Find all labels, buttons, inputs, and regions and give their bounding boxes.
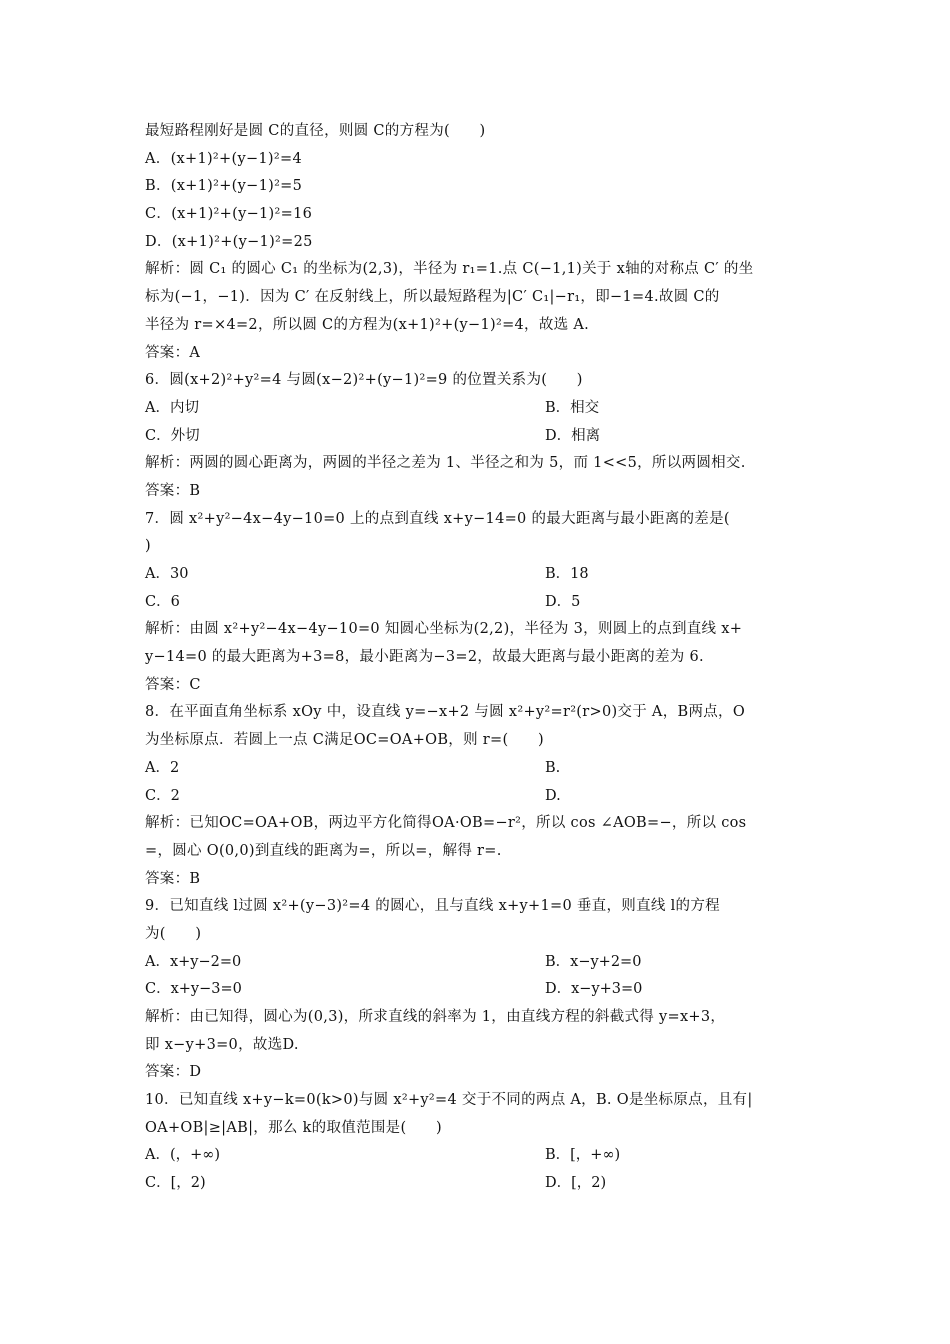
option-left: A．2 [145, 759, 180, 776]
option-row [145, 1170, 810, 1198]
text-line: A．(x+1)²+(y−1)²=4 [145, 150, 302, 167]
option-right: B. [545, 759, 561, 776]
option-row [145, 976, 810, 1004]
text-line: 6．圆(x+2)²+y²=4 与圆(x−2)²+(y−1)²=9 的位置关系为( ) [145, 372, 583, 389]
text-line: 解析：由圆 x²+y²−4x−4y−10=0 知圆心坐标为(2,2)，半径为 3，则圆上的点到直线 x+ [145, 621, 743, 638]
text-line: y−14=0 的最大距离为+3=8，最小距离为−3=2，故最大距离与最小距离的差为 6. [145, 649, 704, 666]
option-left: C．[，2) [145, 1175, 206, 1192]
text-line: 解析：圆 C₁ 的圆心 C₁ 的坐标为(2,3)，半径为 r₁=1.点 C(−1,1)关于 x轴的对称点 C′ 的坐 [145, 261, 754, 278]
text-line: 10．已知直线 x+y−k=0(k>0)与圆 x²+y²=4 交于不同的两点 A，B. O是坐标原点，且有| [145, 1092, 753, 1109]
option-left: A．内切 [145, 399, 199, 416]
text-line: 8．在平面直角坐标系 xOy 中，设直线 y=−x+2 与圆 x²+y²=r²(r>0)交于 A，B两点，O [145, 704, 746, 721]
text-line: 9．已知直线 l过圆 x²+(y−3)²=4 的圆心，且与直线 x+y+1=0 垂直，则直线 l的方程 [145, 898, 720, 915]
option-left: C．x+y−3=0 [145, 981, 242, 998]
option-left: A．x+y−2=0 [145, 953, 242, 970]
text-line: 解析：已知OC=OA+OB，两边平方化简得OA·OB=−r²，所以 cos ∠AOB=−，所以 cos [145, 815, 747, 832]
option-right: B．x−y+2=0 [545, 953, 642, 970]
text-line: 答案：B [145, 482, 201, 499]
option-row [145, 561, 810, 589]
text-line: 答案：B [145, 870, 201, 887]
option-row [145, 783, 810, 811]
option-right: B．[，+∞) [545, 1147, 621, 1164]
text-line: 最短路程刚好是圆 C的直径，则圆 C的方程为( ) [145, 123, 486, 139]
option-right: B．相交 [545, 399, 600, 416]
text-line: 即 x−y+3=0，故选D. [145, 1036, 299, 1053]
text-line: 答案：D [145, 1064, 202, 1081]
option-row [145, 395, 810, 423]
text-line: =，圆心 O(0,0)到直线的距离为=，所以=，解得 r=. [145, 842, 502, 859]
option-row [145, 589, 810, 617]
text-line: 7．圆 x²+y²−4x−4y−10=0 上的点到直线 x+y−14=0 的最大距离与最小距离的差是( [145, 510, 730, 527]
option-right: D．x−y+3=0 [545, 981, 643, 998]
option-left: A．30 [145, 566, 189, 582]
option-row [145, 1142, 810, 1170]
text-line: 为( ) [145, 925, 202, 942]
text-line: 半径为 r=×4=2，所以圆 C的方程为(x+1)²+(y−1)²=4，故选 A. [145, 316, 590, 333]
text-line: B．(x+1)²+(y−1)²=5 [145, 178, 303, 195]
option-row [145, 755, 810, 783]
text-line: 为坐标原点．若圆上一点 C满足OC=OA+OB，则 r=( ) [145, 732, 544, 749]
option-row [145, 423, 810, 451]
text-line: C．(x+1)²+(y−1)²=16 [145, 206, 313, 223]
text-line: 标为(−1，−1)．因为 C′ 在反射线上，所以最短路程为|C′ C₁|−r₁，即−1=4.故圆 C的 [145, 289, 720, 306]
text-line: 答案：A [145, 344, 201, 361]
text-line: D．(x+1)²+(y−1)²=25 [145, 233, 313, 250]
option-left: C．2 [145, 787, 180, 804]
text-line: 答案：C [145, 676, 201, 693]
option-right: D. [545, 787, 561, 804]
option-right: B．18 [545, 566, 589, 582]
option-right: D．[，2) [545, 1175, 607, 1192]
option-left: A．(，+∞) [145, 1147, 221, 1164]
document-body [145, 118, 810, 1198]
option-right: D．5 [545, 593, 581, 610]
option-left: C．6 [145, 593, 180, 610]
option-right: D．相离 [545, 427, 601, 444]
option-left: C．外切 [145, 427, 200, 444]
text-line: 解析：两圆的圆心距离为，两圆的半径之差为 1、半径之和为 5，而 1<<5，所以两圆相交. [145, 455, 746, 472]
text-line: 解析：由已知得，圆心为(0,3)，所求直线的斜率为 1，由直线方程的斜截式得 y=x+3， [145, 1009, 726, 1025]
text-line: OA+OB|≥|AB|，那么 k的取值范围是( ) [145, 1119, 442, 1136]
option-row [145, 949, 810, 977]
text-line: ) [145, 538, 151, 555]
